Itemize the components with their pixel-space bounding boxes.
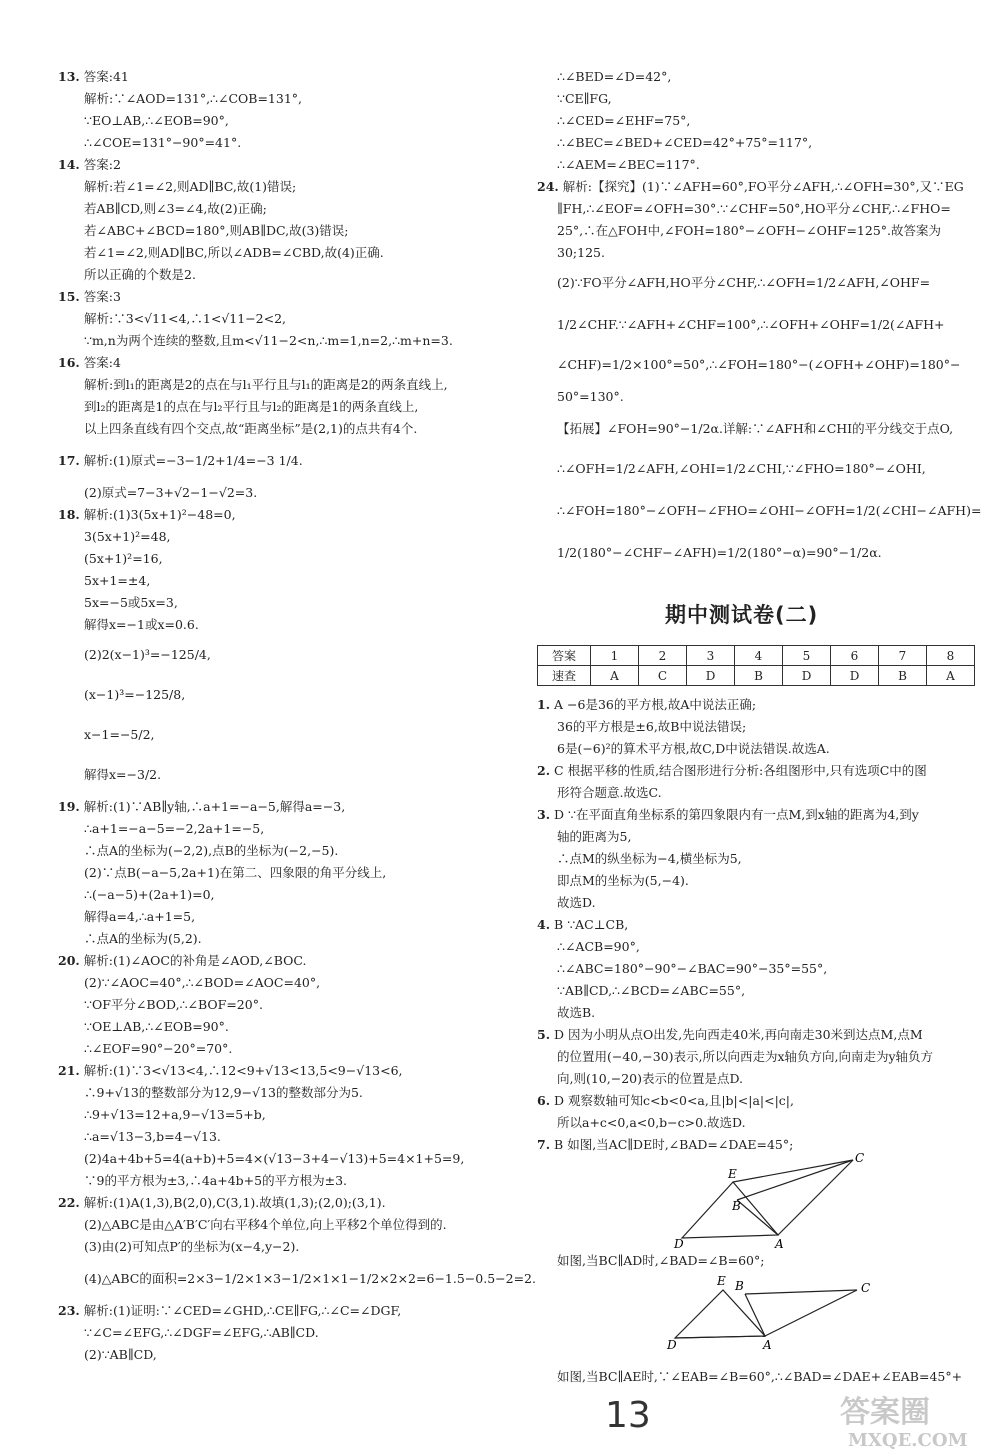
line-text: ∴点A的坐标为(−2,2),点B的坐标为(−2,−5). — [84, 843, 339, 858]
text-line — [557, 135, 812, 151]
line-text: ∴(−a−5)+(2a+1)=0, — [84, 887, 215, 902]
text-line — [58, 157, 121, 173]
text-line — [557, 545, 882, 561]
text-line — [84, 909, 195, 925]
text-line — [557, 1115, 746, 1131]
text-line — [84, 1085, 363, 1101]
line-text: ∴∠COE=131°−90°=41°. — [84, 135, 242, 150]
label-b: B — [735, 1279, 744, 1293]
text-line — [84, 843, 338, 859]
answer-letter: B — [879, 666, 927, 686]
line-text: (x−1)³=−125/8, — [84, 687, 186, 702]
line-text: 以上四条直线有四个交点,故“距离坐标”是(2,1)的点共有4个. — [84, 421, 418, 436]
line-text: 解析:(1)∵AB∥y轴,∴a+1=−a−5,解得a=−3, — [83, 799, 346, 814]
exam-title: 期中测试卷(二) — [665, 603, 819, 627]
label-a: A — [775, 1237, 784, 1250]
text-line — [557, 201, 951, 217]
line-text: ∵m,n为两个连续的整数,且m<√11−2<n,∴m=1,n=2,∴m+n=3. — [84, 333, 453, 348]
line-text: D 观察数轴可知c<b<0<a,且|b|<|a|<|c|, — [554, 1093, 794, 1108]
line-text: 解析:(1)A(1,3),B(2,0),C(3,1).故填(1,3);(2,0);(3,1). — [83, 1195, 386, 1210]
text-line — [58, 1063, 403, 1079]
question-number: 4. — [537, 917, 551, 932]
text-line — [84, 687, 185, 703]
label-d: D — [674, 1237, 684, 1250]
label-a: A — [763, 1338, 772, 1352]
line-text: B 如图,当AC∥DE时,∠BAD=∠DAE=45°; — [554, 1137, 794, 1152]
figure-bc-parallel-ad — [665, 1272, 875, 1352]
line-text: 如图,当BC∥AD时,∠BAD=∠B=60°; — [557, 1253, 765, 1268]
text-line — [84, 1129, 221, 1145]
line-text: 答案:2 — [83, 157, 121, 172]
line-text: 1/2(180°−∠CHF−∠AFH)=1/2(180°−α)=90°−1/2α. — [557, 545, 882, 560]
answer-letter: A — [927, 666, 975, 686]
line-text: 50°=130°. — [557, 389, 624, 404]
line-text: ∴9+√13=12+a,9−√13=5+b, — [84, 1107, 266, 1122]
line-text: ∴∠ABC=180°−90°−∠BAC=90°−35°=55°, — [557, 961, 828, 976]
text-line — [84, 1239, 299, 1255]
line-text: 解析:(1)∵3<√13<4,∴12<9+√13<13,5<9−√13<6, — [83, 1063, 403, 1078]
question-number: 14. — [58, 157, 80, 172]
line-text: ∴∠ACB=90°, — [557, 939, 640, 954]
text-line — [84, 311, 286, 327]
text-line — [84, 333, 453, 349]
line-text: 解析:∵3<√11<4,∴1<√11−2<2, — [84, 311, 287, 326]
line-text: 轴的距离为5, — [557, 829, 632, 844]
text-line — [557, 719, 746, 735]
text-line — [557, 275, 930, 291]
line-text: 即点M的坐标为(5,−4). — [557, 873, 689, 888]
text-line — [537, 807, 919, 823]
line-text: 若∠ABC+∠BCD=180°,则AB∥DC,故(3)错误; — [84, 223, 349, 238]
answer-table-header: 答案 — [538, 646, 591, 666]
text-line — [557, 961, 827, 977]
text-line — [557, 245, 605, 261]
text-line — [58, 289, 121, 305]
line-text: 解析:【探究】(1)∵∠AFH=60°,FO平分∠AFH,∴∠OFH=30°,又∵EG — [562, 179, 964, 194]
line-text: 答案:3 — [83, 289, 121, 304]
line-text: 若∠1=∠2,则AD∥BC,所以∠ADB=∠CBD,故(4)正确. — [84, 245, 384, 260]
answer-number: 4 — [735, 646, 783, 666]
line-text: 答案:4 — [83, 355, 121, 370]
line-text: (5x+1)²=16, — [84, 551, 163, 566]
text-line — [557, 69, 671, 85]
text-line — [84, 821, 264, 837]
line-text: 的位置用(−40,−30)表示,所以向西走为x轴负方向,向南走为y轴负方 — [557, 1049, 934, 1064]
line-text: B ∵AC⊥CB, — [554, 917, 629, 932]
label-b: B — [732, 1199, 741, 1213]
text-line — [84, 975, 320, 991]
line-text: x−1=−5/2, — [84, 727, 155, 742]
text-line — [84, 931, 202, 947]
answer-number: 5 — [783, 646, 831, 666]
question-number: 19. — [58, 799, 80, 814]
line-text: ∴点A的坐标为(5,2). — [84, 931, 202, 946]
line-text: ∵OF平分∠BOD,∴∠BOF=20°. — [84, 997, 263, 1012]
line-text: ∴∠CED=∠EHF=75°, — [557, 113, 691, 128]
page-number: 13 — [605, 1395, 651, 1436]
line-text: ∴∠FOH=180°−∠OFH−∠FHO=∠OHI−∠OFH=1/2(∠CHI−∠AFH)= — [557, 503, 982, 518]
question-number: 1. — [537, 697, 551, 712]
text-line — [557, 113, 690, 129]
line-text: 答案:41 — [83, 69, 129, 84]
text-line — [84, 91, 302, 107]
question-number: 6. — [537, 1093, 551, 1108]
line-text: ∵CE∥FG, — [557, 91, 612, 106]
text-line — [84, 1271, 536, 1287]
text-line — [557, 1005, 595, 1021]
line-text: C 根据平移的性质,结合图形进行分析:各组图形中,只有选项C中的图 — [554, 763, 927, 778]
text-line — [84, 1107, 266, 1123]
text-line — [84, 529, 171, 545]
text-line — [84, 1019, 229, 1035]
line-text: (2)原式=7−3+√2−1−√2=3. — [84, 485, 258, 500]
text-line — [84, 551, 163, 567]
line-text: 解得x=−1或x=0.6. — [84, 617, 199, 632]
text-line — [84, 179, 296, 195]
answer-letter: D — [783, 666, 831, 686]
line-text: 【拓展】∠FOH=90°−1/2α.详解:∵∠AFH和∠CHI的平分线交于点O, — [557, 421, 954, 436]
line-text: 30;125. — [557, 245, 605, 260]
answer-table — [537, 645, 975, 686]
text-line — [537, 763, 927, 779]
line-text: ∵9的平方根为±3,∴4a+4b+5的平方根为±3. — [84, 1173, 348, 1188]
answer-table-row-answers — [538, 666, 975, 686]
text-line — [537, 697, 756, 713]
text-line — [84, 223, 349, 239]
question-number: 22. — [58, 1195, 80, 1210]
text-line — [557, 317, 944, 333]
watermark-logo — [800, 1392, 990, 1452]
text-line — [557, 91, 612, 107]
line-text: ∴a=√13−3,b=4−√13. — [84, 1129, 221, 1144]
label-e: E — [717, 1274, 726, 1288]
line-text: 解析:若∠1=∠2,则AD∥BC,故(1)错误; — [84, 179, 297, 194]
text-line — [537, 1093, 794, 1109]
text-line — [557, 829, 631, 845]
line-text: (2)2(x−1)³=−125/4, — [84, 647, 211, 662]
line-text: 所以a+c<0,a<0,b−c>0.故选D. — [557, 1115, 746, 1130]
line-text: 解析:(1)证明:∵∠CED=∠GHD,∴CE∥FG,∴∠C=∠DGF, — [83, 1303, 402, 1318]
line-text: (2)∵AB∥CD, — [84, 1347, 157, 1362]
text-line — [84, 887, 215, 903]
answer-number: 7 — [879, 646, 927, 666]
text-line — [84, 201, 267, 217]
text-line — [557, 389, 624, 405]
question-number: 20. — [58, 953, 80, 968]
text-line — [84, 573, 150, 589]
text-line — [537, 179, 964, 195]
line-text: 故选B. — [557, 1005, 596, 1020]
line-text: 如图,当BC∥AE时,∵∠EAB=∠B=60°,∴∠BAD=∠DAE+∠EAB=45°+ — [557, 1369, 963, 1384]
text-line — [84, 647, 211, 663]
answer-letter: D — [831, 666, 879, 686]
text-line — [84, 245, 384, 261]
line-text: 25°,∴在△FOH中,∠FOH=180°−∠OFH−∠OHF=125°.故答案为 — [557, 223, 942, 238]
question-number: 5. — [537, 1027, 551, 1042]
line-text: (2)∵FO平分∠AFH,HO平分∠CHF,∴∠OFH=1/2∠AFH,∠OHF= — [557, 275, 931, 290]
line-text: ∴点M的纵坐标为−4,横坐标为5, — [557, 851, 742, 866]
line-text: ∵∠C=∠EFG,∴∠DGF=∠EFG,∴AB∥CD. — [84, 1325, 319, 1340]
logo-text-line1: 答案圈 — [840, 1395, 930, 1430]
question-number: 24. — [537, 179, 559, 194]
line-text: 1/2∠CHF.∵∠AFH+∠CHF=100°,∴∠OFH+∠OHF=1/2(∠AFH+ — [557, 317, 945, 332]
text-line — [58, 355, 121, 371]
text-line — [557, 741, 830, 757]
text-line — [84, 1325, 319, 1341]
text-line — [557, 1253, 764, 1269]
line-text: ∴∠EOF=90°−20°=70°. — [84, 1041, 233, 1056]
text-line — [557, 851, 742, 867]
text-line — [84, 727, 155, 743]
text-line — [58, 1303, 401, 1319]
question-number: 13. — [58, 69, 80, 84]
text-line — [537, 1027, 923, 1043]
answer-number: 2 — [639, 646, 687, 666]
answer-letter: D — [687, 666, 735, 686]
text-line — [557, 223, 941, 239]
line-text: (2)∵点B(−a−5,2a+1)在第二、四象限的角平分线上, — [84, 865, 387, 880]
line-text: (2)△ABC是由△A′B′C′向右平移4个单位,向上平移2个单位得到的. — [84, 1217, 447, 1232]
text-line — [557, 503, 981, 519]
text-line — [58, 453, 303, 469]
line-text: (4)△ABC的面积=2×3−1/2×1×3−1/2×1×1−1/2×2×2=6−1.5−0.5−2=2. — [84, 1271, 536, 1286]
text-line — [84, 485, 257, 501]
answer-number: 3 — [687, 646, 735, 666]
line-text: ∴∠BEC=∠BED+∠CED=42°+75°=117°, — [557, 135, 813, 150]
line-text: 解得x=−3/2. — [84, 767, 162, 782]
text-line — [557, 1071, 743, 1087]
text-line — [84, 997, 263, 1013]
answer-number: 6 — [831, 646, 879, 666]
question-number: 7. — [537, 1137, 551, 1152]
line-text: ∴∠BED=∠D=42°, — [557, 69, 672, 84]
line-text: 5x+1=±4, — [84, 573, 151, 588]
label-e: E — [728, 1167, 737, 1181]
line-text: (2)4a+4b+5=4(a+b)+5=4×(√13−3+4−√13)+5=4×1+5=9, — [84, 1151, 465, 1166]
text-line — [557, 157, 700, 173]
line-text: ∵EO⊥AB,∴∠EOB=90°, — [84, 113, 229, 128]
line-text: 解析:到l₁的距离是2的点在与l₁平行且与l₁的距离是2的两条直线上, — [84, 377, 448, 392]
answer-table-header: 速查 — [538, 666, 591, 686]
label-c: C — [855, 1151, 865, 1165]
line-text: 向,则(10,−20)表示的位置是点D. — [557, 1071, 744, 1086]
line-text: 所以正确的个数是2. — [84, 267, 196, 282]
figure-ac-parallel-de — [670, 1150, 870, 1250]
line-text: 解得a=4,∴a+1=5, — [84, 909, 196, 924]
question-number: 2. — [537, 763, 551, 778]
text-line — [58, 799, 345, 815]
answer-number: 1 — [591, 646, 639, 666]
line-text: 5x=−5或5x=3, — [84, 595, 178, 610]
line-text: ∥FH,∴∠EOF=∠OFH=30°.∵∠CHF=50°,HO平分∠CHF,∴∠FHO= — [557, 201, 951, 216]
label-d: D — [667, 1338, 677, 1352]
text-line — [557, 939, 640, 955]
label-c: C — [861, 1281, 871, 1295]
text-line — [84, 1041, 232, 1057]
text-line — [84, 399, 418, 415]
text-line — [557, 1369, 962, 1385]
text-line — [557, 461, 926, 477]
text-line — [58, 507, 236, 523]
text-line — [84, 865, 386, 881]
question-number: 3. — [537, 807, 551, 822]
text-line — [84, 767, 161, 783]
text-line — [557, 357, 960, 373]
text-line — [557, 895, 596, 911]
text-line — [84, 421, 417, 437]
text-line — [557, 785, 662, 801]
line-text: 解析:(1)原式=−3−1/2+1/4=−3 1/4. — [83, 453, 303, 468]
answer-letter: B — [735, 666, 783, 686]
line-text: 解析:(1)3(5x+1)²−48=0, — [83, 507, 236, 522]
text-line — [84, 617, 199, 633]
line-text: ∵AB∥CD,∴∠BCD=∠ABC=55°, — [557, 983, 746, 998]
logo-text-line2: MXQE.COM — [848, 1430, 968, 1451]
line-text: D 因为小明从点O出发,先向西走40米,再向南走30米到达点M,点M — [554, 1027, 923, 1042]
line-text: 36的平方根是±6,故B中说法错误; — [557, 719, 747, 734]
question-number: 16. — [58, 355, 80, 370]
text-line — [557, 873, 689, 889]
line-text: (3)由(2)可知点P′的坐标为(x−4,y−2). — [84, 1239, 300, 1254]
text-line — [84, 595, 178, 611]
line-text: ∴9+√13的整数部分为12,9−√13的整数部分为5. — [84, 1085, 363, 1100]
question-number: 23. — [58, 1303, 80, 1318]
line-text: 故选D. — [557, 895, 596, 910]
answer-letter: C — [639, 666, 687, 686]
answer-number: 8 — [927, 646, 975, 666]
line-text: 若AB∥CD,则∠3=∠4,故(2)正确; — [84, 201, 267, 216]
text-line — [84, 1173, 347, 1189]
text-line — [84, 1151, 464, 1167]
text-line — [84, 377, 448, 393]
text-line — [557, 421, 953, 437]
text-line — [84, 267, 196, 283]
text-line — [557, 983, 745, 999]
line-text: ∠CHF)=1/2×100°=50°,∴∠FOH=180°−(∠OFH+∠OHF)=180°− — [557, 357, 961, 372]
line-text: 形符合题意.故选C. — [557, 785, 662, 800]
text-line — [84, 113, 229, 129]
text-line — [58, 1195, 386, 1211]
line-text: ∴∠OFH=1/2∠AFH,∠OHI=1/2∠CHI,∵∠FHO=180°−∠OHI, — [557, 461, 926, 476]
line-text: ∴a+1=−a−5=−2,2a+1=−5, — [84, 821, 265, 836]
text-line — [537, 917, 628, 933]
line-text: ∴∠AEM=∠BEC=117°. — [557, 157, 700, 172]
text-line — [557, 1049, 933, 1065]
text-line — [84, 1347, 157, 1363]
text-line — [84, 135, 241, 151]
text-line — [58, 953, 307, 969]
text-line — [84, 1217, 447, 1233]
question-number: 21. — [58, 1063, 80, 1078]
question-number: 15. — [58, 289, 80, 304]
question-number: 17. — [58, 453, 80, 468]
answer-letter: A — [591, 666, 639, 686]
text-line — [58, 69, 129, 85]
answer-table-row-numbers — [538, 646, 975, 666]
line-text: 3(5x+1)²=48, — [84, 529, 171, 544]
line-text: 到l₂的距离是1的点在与l₂平行且与l₂的距离是1的两条直线上, — [84, 399, 419, 414]
line-text: D ∵在平面直角坐标系的第四象限内有一点M,到x轴的距离为4,到y — [554, 807, 919, 822]
line-text: 解析:∵∠AOD=131°,∴∠COB=131°, — [84, 91, 303, 106]
line-text: ∵OE⊥AB,∴∠EOB=90°. — [84, 1019, 229, 1034]
line-text: (2)∵∠AOC=40°,∴∠BOD=∠AOC=40°, — [84, 975, 321, 990]
line-text: 解析:(1)∠AOC的补角是∠AOD,∠BOC. — [83, 953, 307, 968]
line-text: 6是(−6)²的算术平方根,故C,D中说法错误.故选A. — [557, 741, 830, 756]
question-number: 18. — [58, 507, 80, 522]
line-text: A −6是36的平方根,故A中说法正确; — [554, 697, 757, 712]
